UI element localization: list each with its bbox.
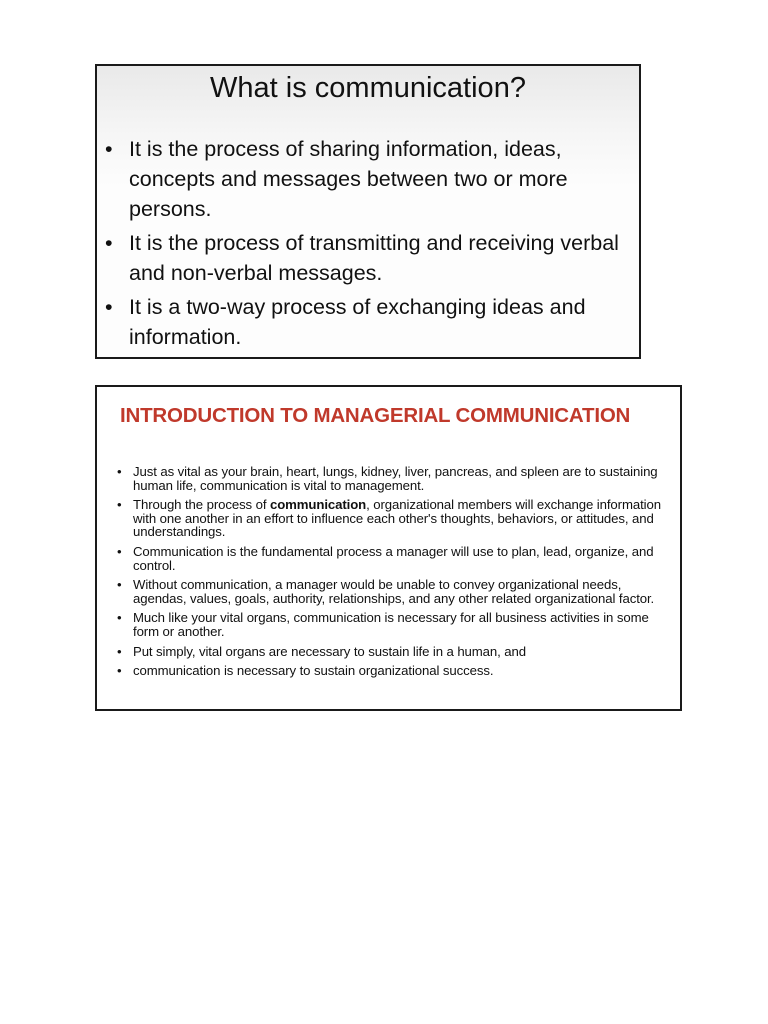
bullet-text bbox=[133, 497, 661, 539]
bullet-text: Much like your vital organs, communication is necessary for all business activities in some form or another. bbox=[133, 610, 649, 639]
bullet-icon: • bbox=[117, 464, 122, 479]
list-item bbox=[117, 611, 676, 638]
bullet-icon: • bbox=[105, 295, 113, 319]
slide2-bullet-list bbox=[117, 465, 676, 684]
slide1-title: What is communication? bbox=[210, 72, 526, 104]
bullet-text: Just as vital as your brain, heart, lungs, kidney, liver, pancreas, and spleen are to sustaining human life, communication is vital to management. bbox=[133, 464, 658, 493]
list-item bbox=[117, 578, 676, 605]
bullet-text-emphasis: communication bbox=[269, 497, 367, 513]
bullet-icon: • bbox=[117, 643, 122, 659]
bullet-icon: • bbox=[105, 137, 113, 161]
list-item bbox=[117, 664, 676, 678]
bullet-icon: • bbox=[117, 577, 122, 593]
list-item bbox=[103, 292, 635, 352]
slide2-title: INTRODUCTION TO MANAGERIAL COMMUNICATION bbox=[120, 404, 631, 427]
list-item bbox=[117, 645, 676, 659]
bullet-icon: • bbox=[117, 543, 122, 559]
bullet-text: Without communication, a manager would be unable to convey organizational needs, agendas, values, goals, authority, relationships, and any other related organizational factor. bbox=[133, 577, 655, 606]
list-item bbox=[103, 134, 635, 224]
slide-managerial-communication bbox=[95, 385, 682, 711]
bullet-icon: • bbox=[117, 610, 122, 626]
bullet-text: Put simply, vital organs are necessary to sustain life in a human, and bbox=[133, 643, 526, 659]
bullet-icon: • bbox=[105, 231, 113, 255]
bullet-text-post: , organizational members will exchange information with one another in an effort to influence each other's thoughts, behaviors, or attitudes, and understandings. bbox=[133, 497, 661, 540]
list-item bbox=[117, 545, 676, 572]
list-item bbox=[117, 465, 676, 492]
bullet-text: Communication is the fundamental process a manager will use to plan, lead, organize, and control. bbox=[133, 543, 654, 573]
bullet-icon: • bbox=[117, 497, 122, 513]
slide1-bullet-list bbox=[103, 134, 635, 356]
bullet-text-pre: Through the process of bbox=[133, 497, 270, 513]
bullet-text: It is a two-way process of exchanging ideas and information. bbox=[129, 295, 586, 349]
list-item bbox=[103, 228, 635, 288]
slide-what-is-communication bbox=[95, 64, 641, 359]
list-item bbox=[117, 498, 676, 539]
bullet-text: It is the process of transmitting and receiving verbal and non-verbal messages. bbox=[129, 231, 619, 285]
bullet-icon: • bbox=[117, 663, 122, 679]
bullet-text: It is the process of sharing information, ideas, concepts and messages between two or more persons. bbox=[129, 137, 568, 221]
bullet-text: communication is necessary to sustain organizational success. bbox=[133, 663, 494, 679]
